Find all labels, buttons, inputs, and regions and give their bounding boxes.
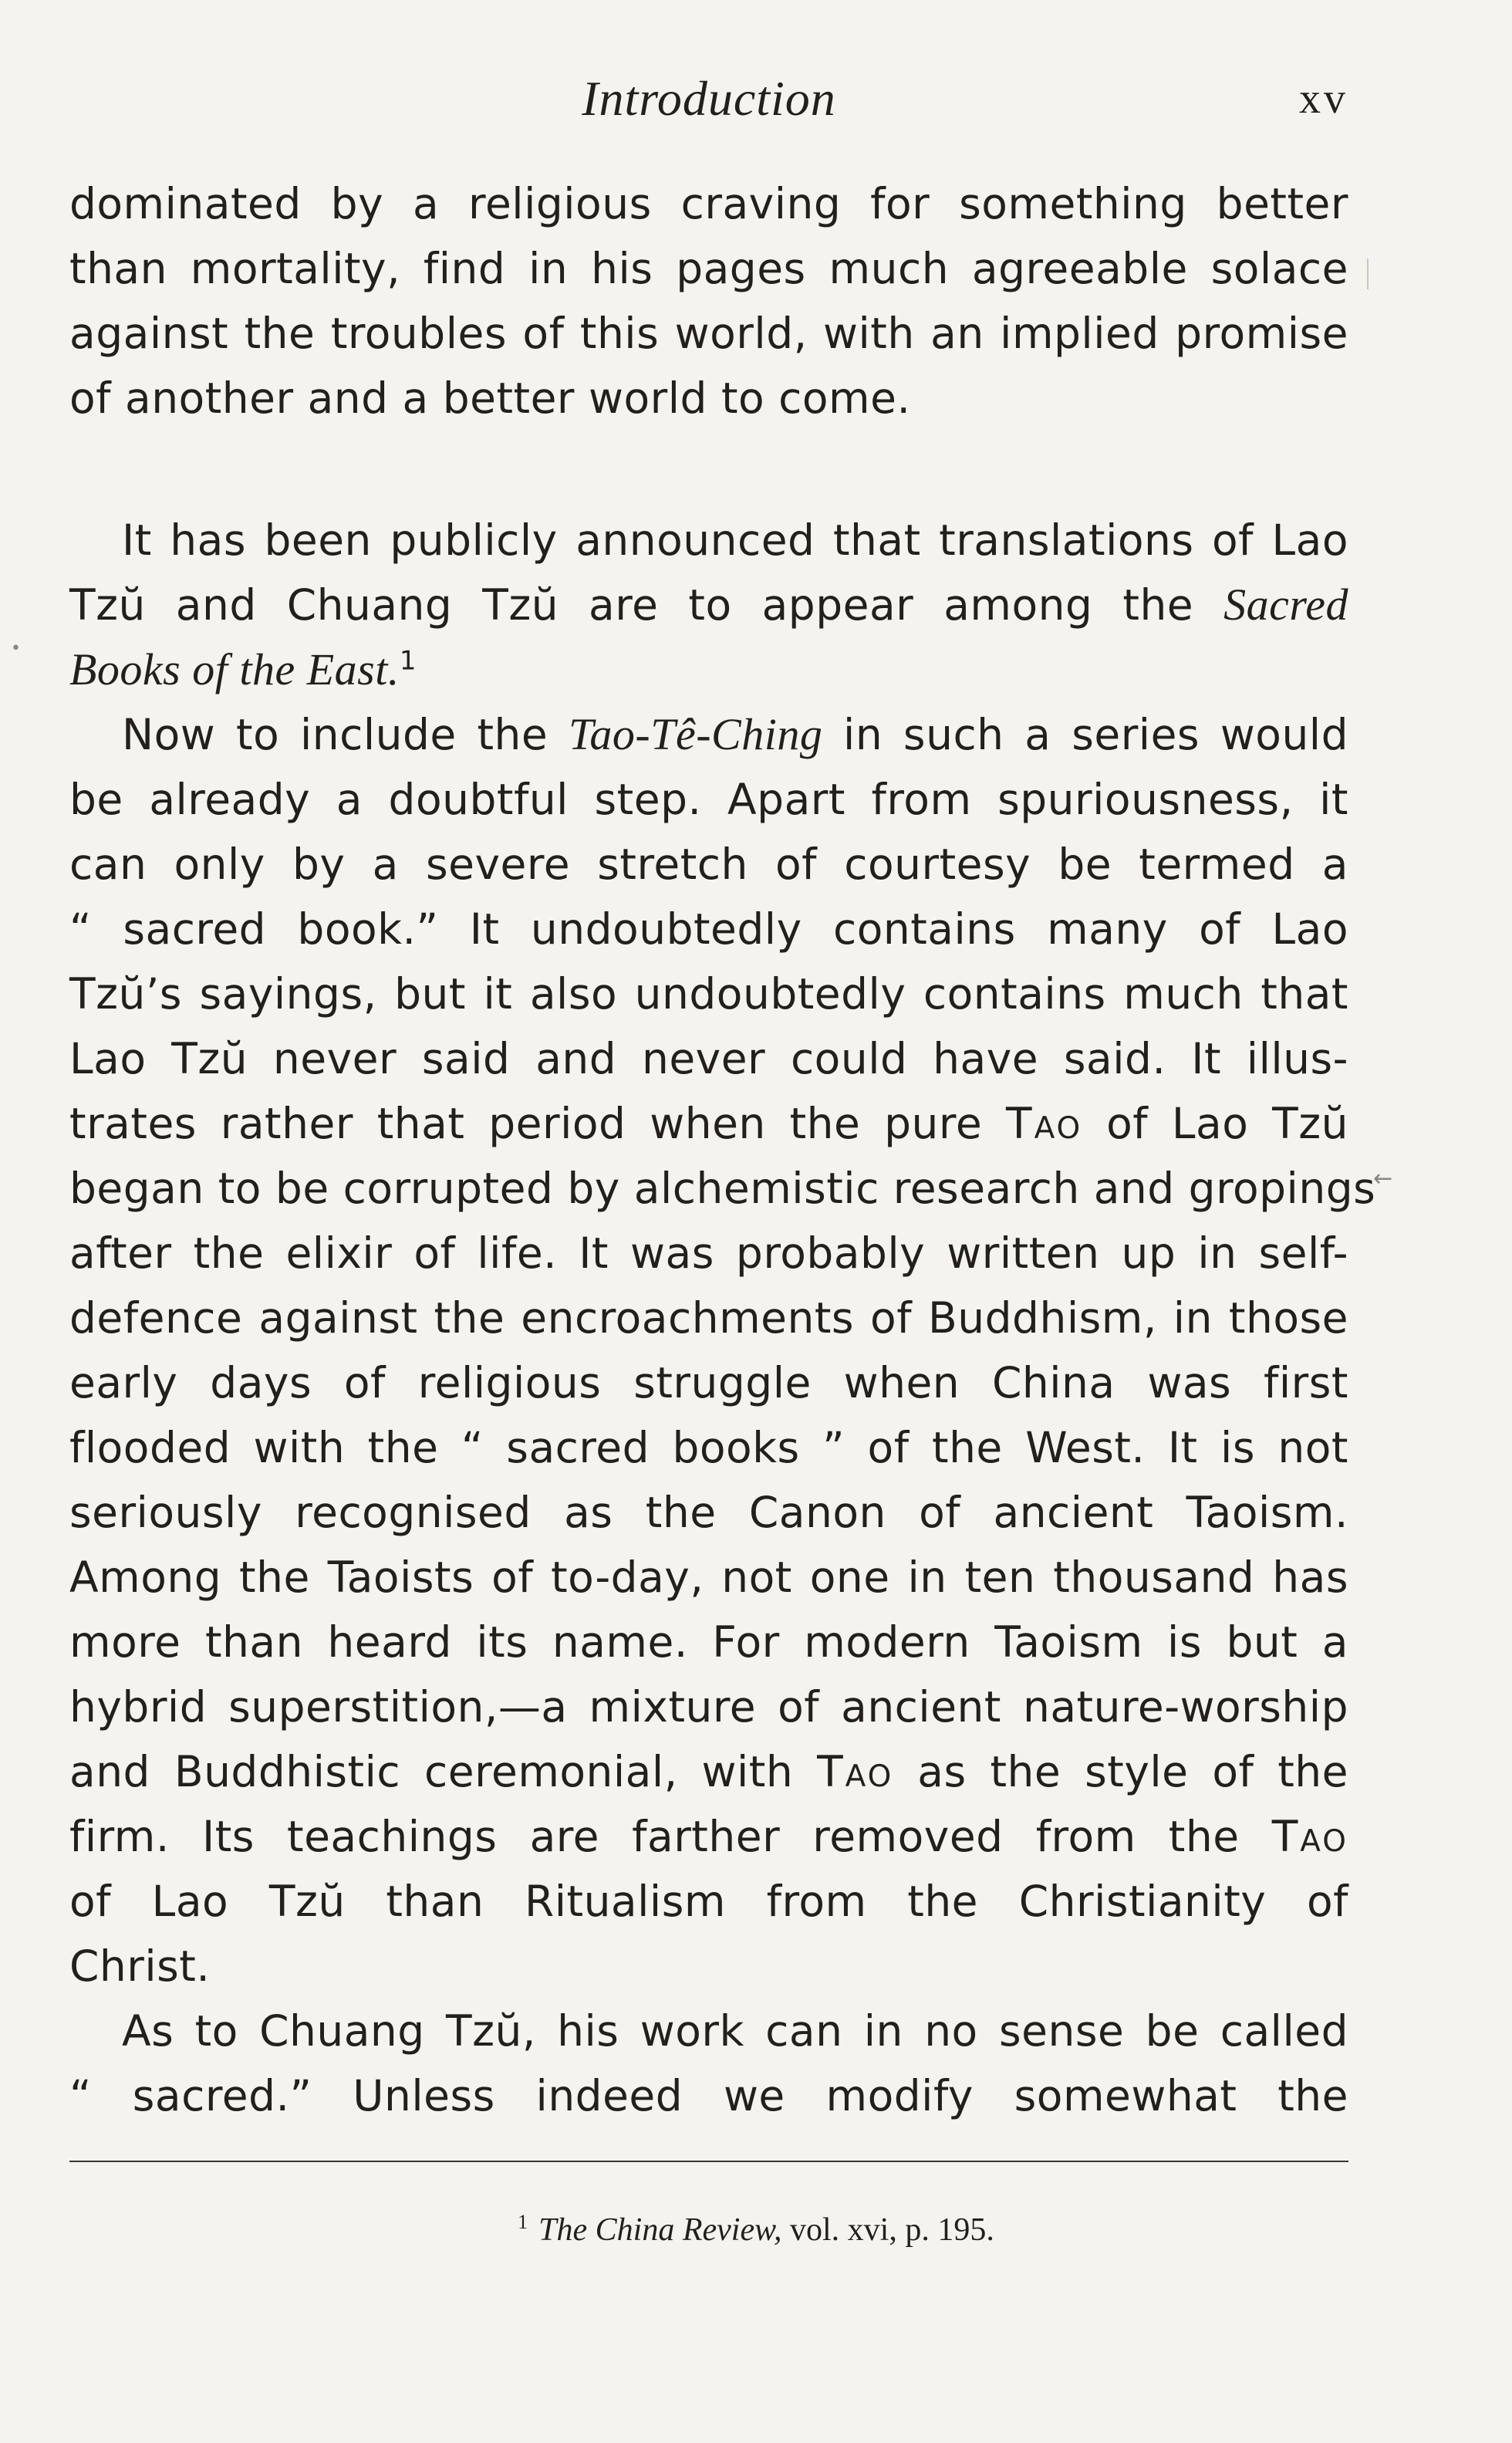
small-caps-term: Tao xyxy=(1271,1812,1348,1861)
text-line xyxy=(69,1739,1348,1804)
text-line: more than heard its name. For modern Taoism is but a xyxy=(69,1617,1348,1667)
text-run: of Lao Tzŭ xyxy=(1082,1099,1349,1148)
text-line: “ sacred book.” It undoubtedly contains many of Lao xyxy=(69,904,1348,954)
text-run: in such a series would xyxy=(822,710,1349,759)
text-line: It has been publicly announced that translations of Lao xyxy=(122,515,1348,565)
text-line: be already a doubtful step. Apart from spuriousness, it xyxy=(69,775,1348,824)
margin-tick-mark xyxy=(1367,258,1369,289)
footnote-title: The China Review, xyxy=(538,2212,782,2248)
text-line: against the troubles of this world, with an implied promise xyxy=(69,309,1348,358)
text-run: and Buddhistic ceremonial, with xyxy=(69,1747,818,1796)
text-line: As to Chuang Tzŭ, his work can in no sense be called xyxy=(122,2006,1348,2056)
footnote-marker: 1 xyxy=(518,2211,528,2233)
paragraph-gap xyxy=(69,431,1348,508)
text-run: Now to include the xyxy=(122,710,569,759)
footnote-reference[interactable]: 1 xyxy=(399,645,417,677)
paragraph-4 xyxy=(69,1999,1348,2128)
margin-dot-mark: • xyxy=(11,639,21,658)
small-caps-term: Tao xyxy=(817,1747,894,1796)
text-line: hybrid superstition,—a mixture of ancient nature-worship xyxy=(69,1682,1348,1732)
text-line xyxy=(69,637,1348,702)
paragraph-2 xyxy=(69,508,1348,702)
text-line: can only by a severe stretch of courtesy be termed a xyxy=(69,840,1348,889)
page-number: xv xyxy=(1299,75,1348,123)
text-line: seriously recognised as the Canon of ancient Taoism. xyxy=(69,1488,1348,1537)
footnote-rule xyxy=(69,2161,1348,2162)
text-line: began to be corrupted by alchemistic research and gropings xyxy=(69,1164,1376,1213)
footnote xyxy=(0,2199,1512,2253)
text-line: defence against the encroachments of Buddhism, in those xyxy=(69,1293,1348,1343)
margin-arrow-mark: ← xyxy=(1373,1165,1393,1192)
text-line: dominated by a religious craving for something better xyxy=(69,179,1348,228)
text-run: as the style of the xyxy=(893,1747,1348,1796)
text-run: trates rather that period when the pure xyxy=(69,1099,1006,1148)
italic-title: Sacred xyxy=(1223,579,1348,630)
text-line: of another and a better world to come. xyxy=(69,373,911,423)
italic-title: Tao-Tê-Ching xyxy=(568,709,823,759)
text-line: flooded with the “ sacred books ” of the West. It is not xyxy=(69,1423,1348,1472)
running-head xyxy=(69,68,1348,130)
text-line: Christ. xyxy=(69,1941,211,1991)
text-line: “ sacred.” Unless indeed we modify somewhat the xyxy=(69,2071,1348,2120)
running-title: Introduction xyxy=(582,71,836,126)
text-line xyxy=(69,573,1348,637)
text-line: than mortality, find in his pages much agreeable solace xyxy=(69,244,1348,293)
paragraph-1 xyxy=(69,171,1348,431)
paragraph-3 xyxy=(69,702,1376,1999)
text-line xyxy=(69,1804,1348,1869)
footnote-citation: vol. xvi, p. 195. xyxy=(781,2212,994,2248)
small-caps-term: Tao xyxy=(1005,1099,1083,1148)
text-line: Lao Tzŭ never said and never could have said. It illus- xyxy=(69,1034,1348,1083)
text-run: firm. Its teachings are farther removed from the xyxy=(69,1812,1272,1861)
body-text xyxy=(69,171,1376,2128)
text-run: Tzŭ and Chuang Tzŭ are to appear among the xyxy=(69,580,1224,630)
text-line: of Lao Tzŭ than Ritualism from the Christianity of xyxy=(69,1877,1348,1926)
text-line xyxy=(69,1091,1348,1156)
text-line: after the elixir of life. It was probably written up in self- xyxy=(69,1228,1348,1278)
text-line: early days of religious struggle when China was first xyxy=(69,1358,1348,1407)
italic-title: Books of the East. xyxy=(69,644,400,694)
text-line xyxy=(69,702,1348,767)
text-line: Among the Taoists of to-day, not one in ten thousand has xyxy=(69,1553,1348,1602)
text-line: Tzŭ’s sayings, but it also undoubtedly contains much that xyxy=(69,969,1348,1019)
